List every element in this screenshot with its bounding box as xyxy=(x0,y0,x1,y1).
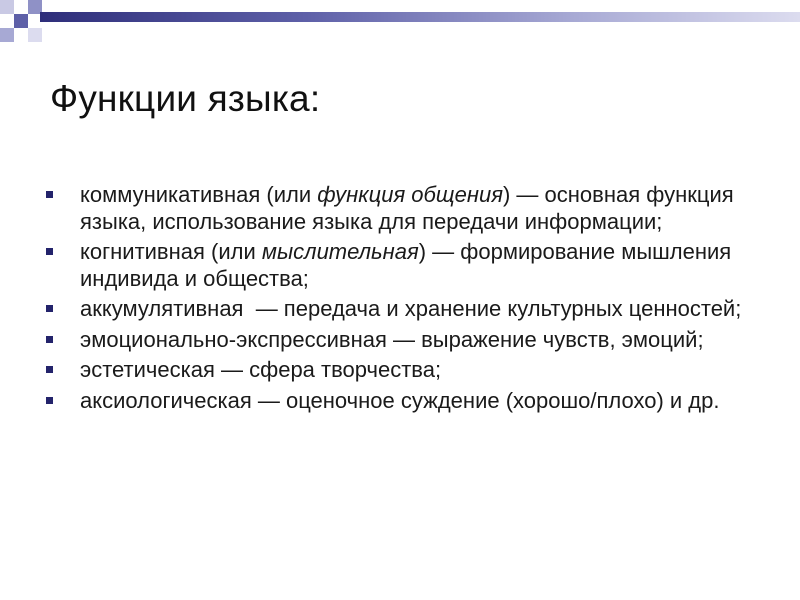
list-item xyxy=(40,357,760,384)
decor-square xyxy=(0,28,14,42)
square-bullet-icon xyxy=(46,397,53,404)
slide-title: Функции языка: xyxy=(50,78,321,119)
decor-square xyxy=(14,14,28,28)
functions-list xyxy=(40,182,760,418)
item-text: аккумулятивная — передача и хранение культурных ценностей; xyxy=(80,296,742,321)
item-text-rest: ) — основная функция языка, использование языка для передачи информации; xyxy=(80,182,734,234)
item-text: эстетическая — сфера творчества; xyxy=(80,357,442,382)
decor-square xyxy=(28,28,42,42)
square-bullet-icon xyxy=(46,336,53,343)
item-text: когнитивная (или xyxy=(80,239,262,264)
decorative-header-bar xyxy=(40,12,800,22)
decor-square xyxy=(0,0,14,14)
square-bullet-icon xyxy=(46,191,53,198)
item-text: эмоционально-экспрессивная — выражение чувств, эмоций; xyxy=(80,326,704,352)
list-item xyxy=(40,388,760,415)
list-item xyxy=(40,296,760,323)
square-bullet-icon xyxy=(46,366,53,373)
list-item xyxy=(40,327,760,354)
square-bullet-icon xyxy=(46,305,53,312)
list-item xyxy=(40,239,760,292)
decorative-squares xyxy=(0,0,70,48)
item-text: коммуникативная (или xyxy=(80,182,318,207)
item-italic-text: мыслительная xyxy=(261,239,419,264)
item-text: аксиологическая — оценочное суждение (хорошо/плохо) и др. xyxy=(80,387,720,413)
item-italic-text: функция общения xyxy=(317,182,503,207)
item-text-rest: ) — формирование мышления индивида и общества; xyxy=(80,239,732,291)
list-item xyxy=(40,182,760,235)
square-bullet-icon xyxy=(46,248,53,255)
